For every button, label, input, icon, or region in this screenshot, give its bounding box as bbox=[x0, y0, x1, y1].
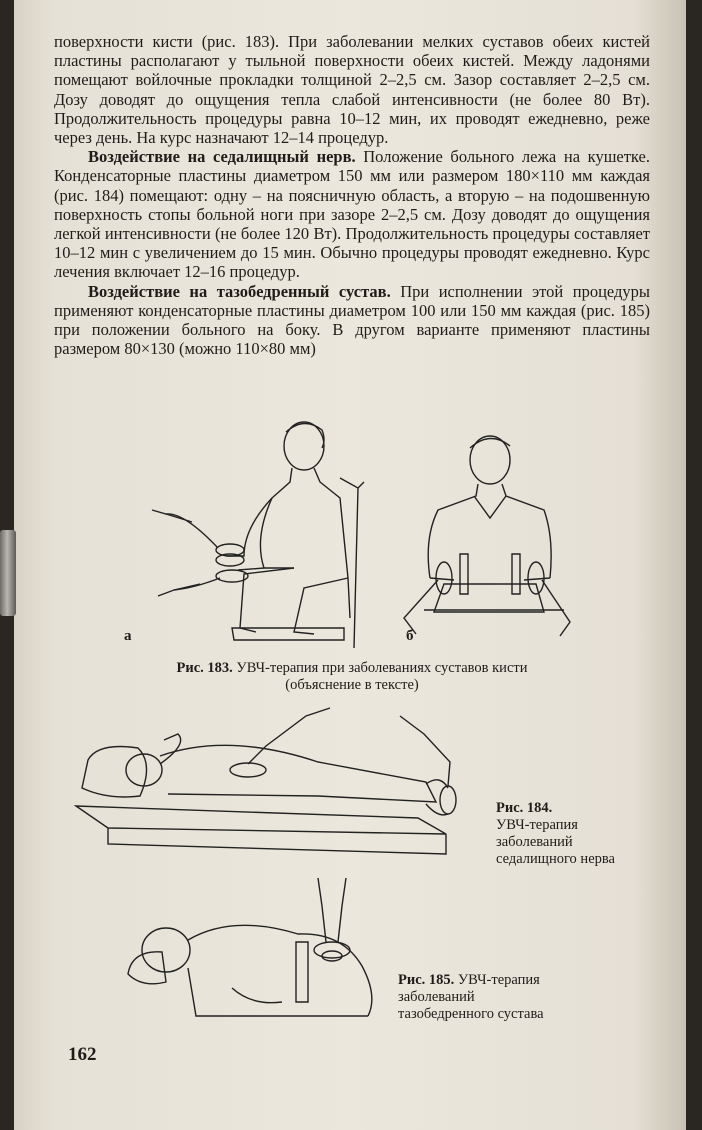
figure-183-caption-line2: (объяснение в тексте) bbox=[285, 677, 419, 693]
figure-183-number: Рис. 183. bbox=[176, 660, 233, 676]
paragraph-sciatic-body: Положение больного лежа на кушетке. Конденсаторные пластины диаметром 150 мм или размером 180×110 мм каждая (рис. 184) помещают: одну – на поясничную область, а вторую – на подошвенную поверхность стопы больной ноги при зазоре 2–2,5 см. Дозу доводят до ощущения легкой интенсивности (не более 120 Вт). Продолжительность процедуры составляет 10–12 мин с увеличением до 15 мин. Обычно процедуры проводят ежедневно. Курс лечения включает 12–16 процедур. bbox=[54, 147, 650, 282]
figure-184-caption-line3: седалищного нерва bbox=[496, 851, 615, 867]
figure-183a-label: а bbox=[124, 628, 132, 644]
heading-hip: Воздействие на тазобедренный сустав. bbox=[88, 281, 391, 301]
paragraph-hip-body: При исполнении этой процедуры применяют конденсаторные пластины диаметром 100 или 150 мм каждая (рис. 185) при положении больного на боку. В другом варианте применяют пластины размером 80×130 (можно 110×80 мм) bbox=[54, 281, 651, 359]
paragraph-1: поверхности кисти (рис. 183). При заболевании мелких суставов обеих кистей пластины располагают у тыльной поверхности обеих кистей. Между ладонями помещают войлочные прокладки толщиной 2–2,5 см. Зазор составляет 2–2,5 см. Дозу доводят до ощущения тепла слабой интенсивности (не более 80 Вт). Продолжительность процедуры равна 10–12 мин, их проводят ежедневно, реже через день. На курс назначают 12–14 процедур. bbox=[54, 32, 650, 148]
figure-185-illustration bbox=[122, 876, 388, 1026]
figure-185-caption-line3: тазобедренного сустава bbox=[398, 1006, 544, 1022]
figure-184-number: Рис. 184. bbox=[496, 800, 553, 816]
figure-185-caption bbox=[398, 972, 544, 1023]
body-text bbox=[54, 32, 650, 358]
figure-185-number: Рис. 185. bbox=[398, 972, 455, 988]
figure-185-caption-line2: заболеваний bbox=[398, 989, 475, 1005]
page-number: 162 bbox=[68, 1044, 97, 1065]
figure-185-caption-line1: Рис. 185. УВЧ-терапия bbox=[398, 972, 540, 988]
paragraph-sciatic bbox=[54, 147, 650, 281]
figure-184-caption-line2: заболеваний bbox=[496, 834, 573, 850]
book-page bbox=[14, 0, 686, 1130]
binder-clip bbox=[0, 530, 16, 616]
figure-184-caption bbox=[496, 800, 615, 868]
paragraph-hip bbox=[54, 282, 650, 359]
figure-183-caption bbox=[112, 660, 592, 694]
figure-183b-illustration bbox=[394, 428, 584, 640]
figure-183b-label: б bbox=[406, 628, 414, 644]
figure-184-caption-line1: УВЧ-терапия bbox=[496, 817, 578, 833]
figure-183-caption-line1 bbox=[112, 660, 592, 677]
figure-183a-illustration bbox=[144, 418, 374, 650]
figure-184-illustration bbox=[68, 704, 484, 864]
figure-183-caption-text: УВЧ-терапия при заболеваниях суставов кисти bbox=[232, 660, 528, 676]
heading-sciatic: Воздействие на седалищный нерв. bbox=[88, 147, 356, 167]
